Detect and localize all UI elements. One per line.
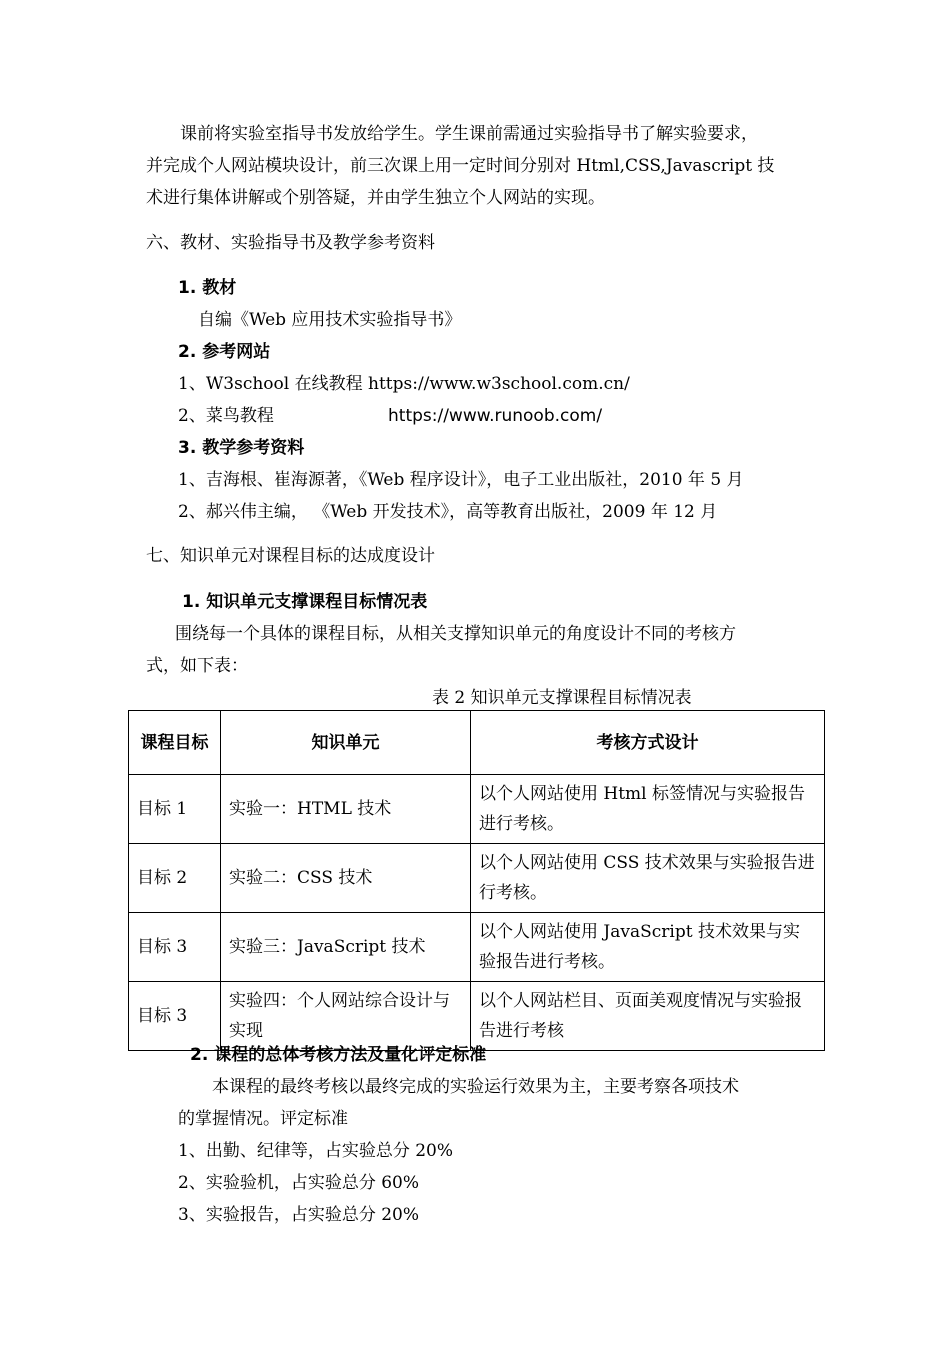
cell-objective: 目标 1 (129, 775, 221, 844)
criteria-item: 1、出勤、纪律等，占实验总分 20% (178, 1141, 454, 1161)
criteria-item: 3、实验报告，占实验总分 20% (178, 1205, 420, 1225)
subsection-2-heading: 2. 课程的总体考核方法及量化评定标准 (190, 1045, 487, 1065)
teaching-reference-1: 1、吉海根、崔海源著，《Web 程序设计》，电子工业出版社，2010 年 5 月 (178, 470, 744, 490)
cell-assessment: 以个人网站使用 CSS 技术效果与实验报告进行考核。 (471, 844, 825, 913)
cell-objective: 目标 3 (129, 913, 221, 982)
table-row (129, 913, 825, 982)
subsection-2-text-line-1: 本课程的最终考核以最终完成的实验运行效果为主，主要考察各项技术 (212, 1077, 739, 1097)
intro-paragraph-line-2: 并完成个人网站模块设计，前三次课上用一定时间分别对 Html,CSS,Javascript 技 (146, 156, 775, 176)
subsection-1-heading: 1. 知识单元支撑课程目标情况表 (182, 592, 428, 612)
cell-unit: 实验一：HTML 技术 (221, 775, 471, 844)
intro-paragraph-line-1: 课前将实验室指导书发放给学生。学生课前需通过实验指导书了解实验要求， (180, 124, 758, 144)
reference-site-1: 1、W3school 在线教程 https://www.w3school.com.cn/ (178, 374, 630, 394)
section-6-heading: 六、教材、实验指导书及教学参考资料 (146, 233, 435, 253)
cell-objective: 目标 2 (129, 844, 221, 913)
cell-assessment: 以个人网站栏目、页面美观度情况与实验报告进行考核 (471, 982, 825, 1051)
cell-unit: 实验二：CSS 技术 (221, 844, 471, 913)
reference-site-2-name: 2、菜鸟教程 (178, 406, 274, 426)
teaching-reference-2: 2、郝兴伟主编， 《Web 开发技术》，高等教育出版社，2009 年 12 月 (178, 502, 718, 522)
table-row (129, 775, 825, 844)
header-knowledge-unit: 知识单元 (221, 711, 471, 775)
table-header-row (129, 711, 825, 775)
header-course-objective: 课程目标 (129, 711, 221, 775)
cell-unit: 实验三：JavaScript 技术 (221, 913, 471, 982)
intro-paragraph-line-3: 术进行集体讲解或个别答疑，并由学生独立个人网站的实现。 (146, 188, 605, 208)
textbook-entry: 自编《Web 应用技术实验指导书》 (198, 310, 462, 330)
table-caption: 表 2 知识单元支撑课程目标情况表 (432, 688, 692, 708)
cell-objective: 目标 3 (129, 982, 221, 1051)
teaching-references-heading: 3. 教学参考资料 (178, 438, 305, 458)
textbook-heading: 1. 教材 (178, 278, 237, 298)
criteria-item: 2、实验验机，占实验总分 60% (178, 1173, 420, 1193)
subsection-1-text-line-1: 围绕每一个具体的课程目标，从相关支撑知识单元的角度设计不同的考核方 (175, 624, 736, 644)
reference-site-2-url: https://www.runoob.com/ (388, 406, 603, 426)
knowledge-units-table (128, 710, 825, 1051)
subsection-1-text-line-2: 式，如下表： (146, 656, 248, 676)
table-row (129, 844, 825, 913)
section-7-heading: 七、知识单元对课程目标的达成度设计 (146, 546, 435, 566)
header-assessment-design: 考核方式设计 (471, 711, 825, 775)
cell-assessment: 以个人网站使用 Html 标签情况与实验报告进行考核。 (471, 775, 825, 844)
cell-unit: 实验四：个人网站综合设计与实现 (221, 982, 471, 1051)
reference-sites-heading: 2. 参考网站 (178, 342, 271, 362)
cell-assessment: 以个人网站使用 JavaScript 技术效果与实验报告进行考核。 (471, 913, 825, 982)
subsection-2-text-line-2: 的掌握情况。评定标准 (178, 1109, 348, 1129)
table-row (129, 982, 825, 1051)
